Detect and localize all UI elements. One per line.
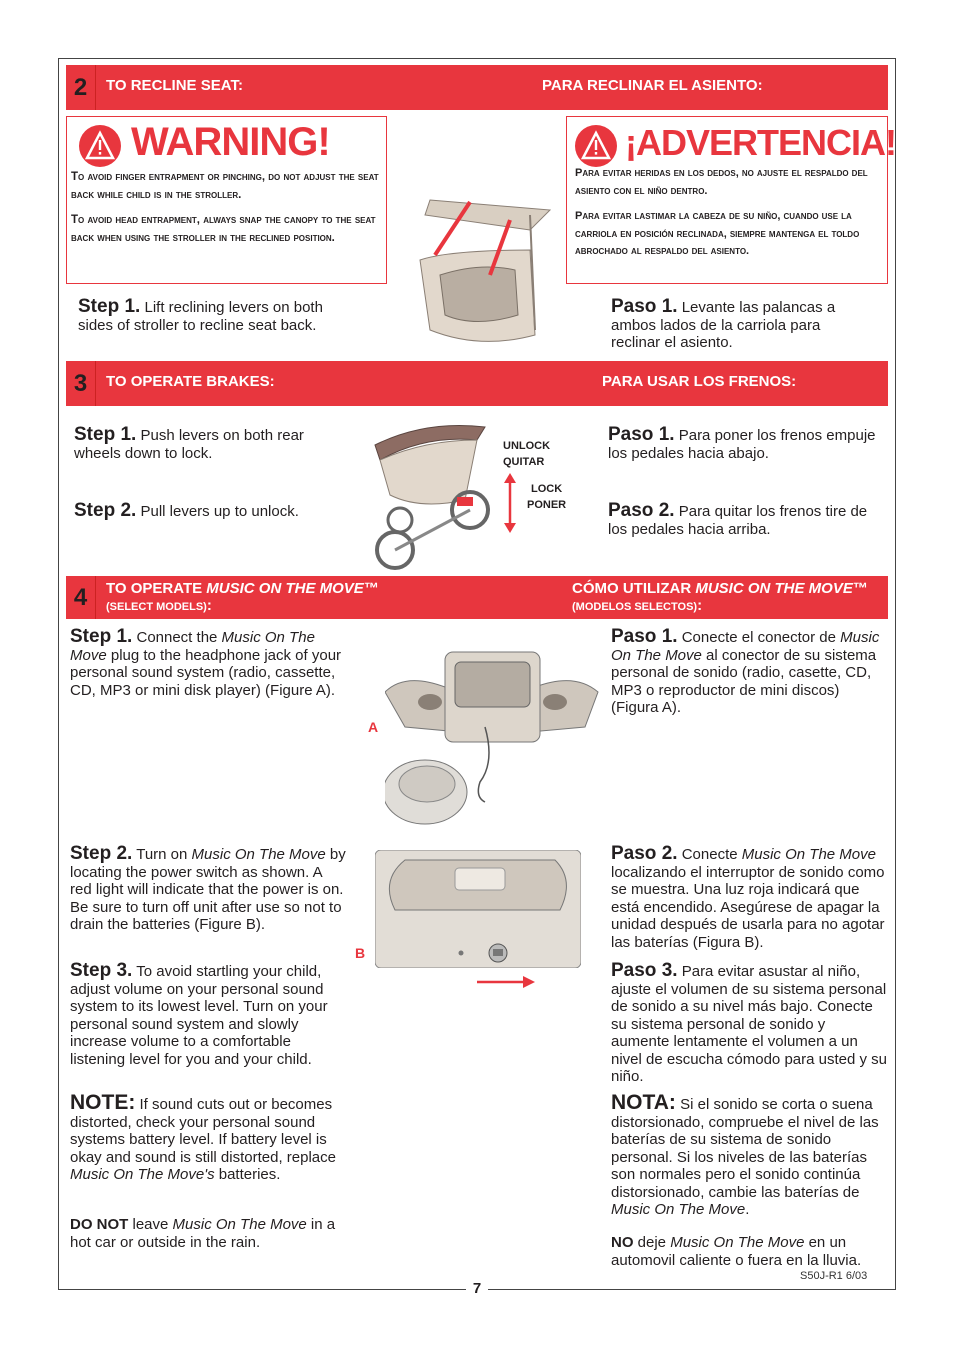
lock-label <box>527 481 566 513</box>
step-text: by locating the power switch as shown. A red light will indicate that the power is on. Be sure to turn off unit after use so not to drain the batteries (Figure B). <box>70 846 346 933</box>
music-note-es <box>611 1091 887 1219</box>
product-name: Music On The Move <box>741 846 876 863</box>
figure-a-illustration <box>385 632 600 832</box>
unlock-text: UNLOCK <box>503 440 551 452</box>
note-text: batteries. <box>214 1166 281 1183</box>
note-label: NOTE: <box>70 1091 136 1114</box>
unlock-label <box>503 438 550 470</box>
note-text: If sound cuts out or becomes distorted, check your personal sound systems battery level. If battery level is okay and sound is still distorted, replace <box>70 1096 336 1166</box>
section-4-header <box>66 576 888 619</box>
recline-seat-illustration <box>410 190 560 355</box>
step-label: Paso 3. <box>611 960 678 981</box>
step-text: Pull levers up to unlock. <box>140 503 299 520</box>
right-arrow-icon <box>475 975 535 989</box>
recline-step1-en <box>78 298 348 334</box>
product-name: Music On The Move <box>670 1234 805 1251</box>
step-text: Lift reclining levers on both sides of stroller to recline seat back. <box>78 299 323 334</box>
section-number: 3 <box>66 361 96 406</box>
product-name: Music On The Move <box>611 1201 746 1218</box>
step-text: Conecte <box>681 846 742 863</box>
music-step1-en <box>70 628 346 699</box>
music-note-en <box>70 1091 346 1184</box>
figure-a-label: A <box>368 719 379 735</box>
product-name: MUSIC ON THE MOVE <box>206 580 364 597</box>
title-part: ™ <box>363 580 379 597</box>
section-number: 2 <box>66 65 96 110</box>
section-title-es: PARA USAR LOS FRENOS: <box>602 373 797 390</box>
page-number: 7 <box>472 1280 482 1297</box>
section-title-es: PARA RECLINAR EL ASIENTO: <box>542 77 763 94</box>
brake-step1-en <box>74 426 354 462</box>
title-part: ™ <box>852 580 868 597</box>
warning-title: WARNING! <box>131 120 330 164</box>
step-label: Step 2. <box>74 500 137 521</box>
note-text: Si el sonido se corta o suena distorsionado, compruebe el nivel de las baterías de su sistema de sonido personal. Si los niveles de las baterías son normales pero el sonido continúa distorsionado, cambie las baterías de <box>611 1096 879 1201</box>
step-text: al conector de su sistema personal de sonido (radio, casette, CD, MP3 o reproductor de mini discos) (Figura A). <box>611 646 877 716</box>
step-label: Paso 1. <box>611 296 678 317</box>
warning-paragraph: Para evitar lastimar la cabeza de su niño, cuando use la carriola en posición reclinada, siempre mantenga el toldo abrochado al respaldo del asiento. <box>575 210 860 257</box>
step-text: Push levers on both rear wheels down to lock. <box>74 427 304 462</box>
brake-stroller-illustration <box>365 415 495 570</box>
step-text: Para poner los frenos empuje los pedales hacia abajo. <box>608 427 876 462</box>
product-name: Music On The Move <box>611 629 880 664</box>
step-text: Turn on <box>136 846 192 863</box>
section-3-header <box>66 361 888 406</box>
music-step2-es <box>611 845 891 951</box>
title-part: : <box>697 597 703 614</box>
music-step1-es <box>611 628 886 717</box>
warning-text-es <box>575 165 887 269</box>
step-label: Step 1. <box>74 424 137 445</box>
step-label: Paso 2. <box>611 843 678 864</box>
brake-step2-es <box>608 502 883 538</box>
warning-triangle-icon <box>575 125 617 167</box>
step-text: To avoid startling your child, adjust volume on your personal sound system to its lowest level. Turn on your personal sound system and slowly increase volume to a comfortable listening level for you and your child. <box>70 963 328 1068</box>
product-name: Music On The Move <box>191 846 326 863</box>
figure-b-label: B <box>355 945 366 961</box>
music-step3-es <box>611 962 887 1086</box>
brake-step2-en <box>74 502 354 521</box>
step-label: Paso 2. <box>608 500 675 521</box>
warning-box-en <box>66 116 387 284</box>
product-name: Music On The Move <box>70 629 315 664</box>
step-label: Paso 1. <box>608 424 675 445</box>
figure-b-illustration <box>375 850 581 968</box>
warning-text: en un automovil caliente o fuera en la lluvia. <box>611 1234 862 1269</box>
warning-label: DO NOT <box>70 1216 129 1233</box>
music-no-es <box>611 1234 891 1269</box>
title-part: TO OPERATE <box>106 580 207 597</box>
recline-step1-es <box>611 298 871 352</box>
product-name: MUSIC ON THE MOVE <box>695 580 853 597</box>
note-label: NOTA: <box>611 1091 676 1114</box>
product-name: Music On The Move <box>172 1216 307 1233</box>
step-text: plug to the headphone jack of your personal sound system (radio, cassette, CD, MP3 or mini disk player) (Figure A). <box>70 646 342 699</box>
lock-text: LOCK <box>530 483 563 495</box>
step-text: Conecte el conector de <box>681 629 841 646</box>
section-title-es <box>572 580 872 616</box>
title-part: CÓMO UTILIZAR <box>572 580 696 597</box>
warning-paragraph: To avoid finger entrapment or pinching, do not adjust the seat back while child is in the stroller. <box>71 171 379 201</box>
step-text: Levante las palancas a ambos lados de la carriola para reclinar el asiento. <box>611 299 836 351</box>
title-part: : <box>206 597 212 614</box>
section-title-en <box>106 580 406 616</box>
footer-rule-right <box>488 1289 896 1290</box>
step-text: Para quitar los frenos tire de los pedales hacia arriba. <box>608 503 868 538</box>
step-label: Step 1. <box>78 296 141 317</box>
section-title-en: TO OPERATE BRAKES: <box>106 373 275 390</box>
step-label: Step 2. <box>70 843 133 864</box>
section-title-en: TO RECLINE SEAT: <box>106 77 243 94</box>
warning-text: in a hot car or outside in the rain. <box>70 1216 336 1251</box>
section-number: 4 <box>66 576 96 619</box>
quitar-text: QUITAR <box>503 456 545 468</box>
warning-text: deje <box>633 1234 671 1251</box>
title-qualifier: (MODELOS SELECTOS) <box>572 601 698 613</box>
music-donot-en <box>70 1216 346 1251</box>
warning-text: leave <box>128 1216 173 1233</box>
note-text: . <box>745 1201 750 1218</box>
warning-text-en <box>71 169 383 255</box>
warning-triangle-icon <box>79 125 121 167</box>
music-step2-en <box>70 845 346 934</box>
step-label: Step 3. <box>70 960 133 981</box>
product-name: Music On The Move's <box>70 1166 215 1183</box>
document-code: S50J-R1 6/03 <box>800 1270 868 1282</box>
brake-step1-es <box>608 426 883 462</box>
step-text: Para evitar asustar al niño, ajuste el volumen de su sistema personal de sonido a su nivel más bajo. Conecte su sistema personal de sonido y aumente lentamente el volumen a un nivel de escucha cómodo para usted y su niño. <box>611 963 887 1085</box>
warning-paragraph: Para evitar heridas en los dedos, no ajuste el respaldo del asiento con el niño dentro. <box>575 167 868 197</box>
step-text: localizando el interruptor de sonido como se muestra. Una luz roja indicará que está encendido. Asegúrese de apagar la unidad después de usarla para no agotar las baterías (Figura B). <box>611 863 885 951</box>
advertencia-title: ¡ADVERTENCIA! <box>625 122 896 163</box>
up-down-arrow-icon <box>503 473 517 533</box>
warning-paragraph: To avoid head entrapment, always snap the canopy to the seat back when using the stroller in the reclined position. <box>71 214 376 244</box>
section-2-header <box>66 65 888 110</box>
warning-label: NO <box>611 1234 634 1251</box>
footer-rule-left <box>58 1289 466 1290</box>
step-text: Connect the <box>136 629 222 646</box>
poner-text: PONER <box>527 499 567 511</box>
music-step3-en <box>70 962 346 1068</box>
step-label: Step 1. <box>70 626 133 647</box>
warning-box-es <box>566 116 896 284</box>
step-label: Paso 1. <box>611 626 678 647</box>
title-qualifier: (SELECT MODELS) <box>106 601 207 613</box>
